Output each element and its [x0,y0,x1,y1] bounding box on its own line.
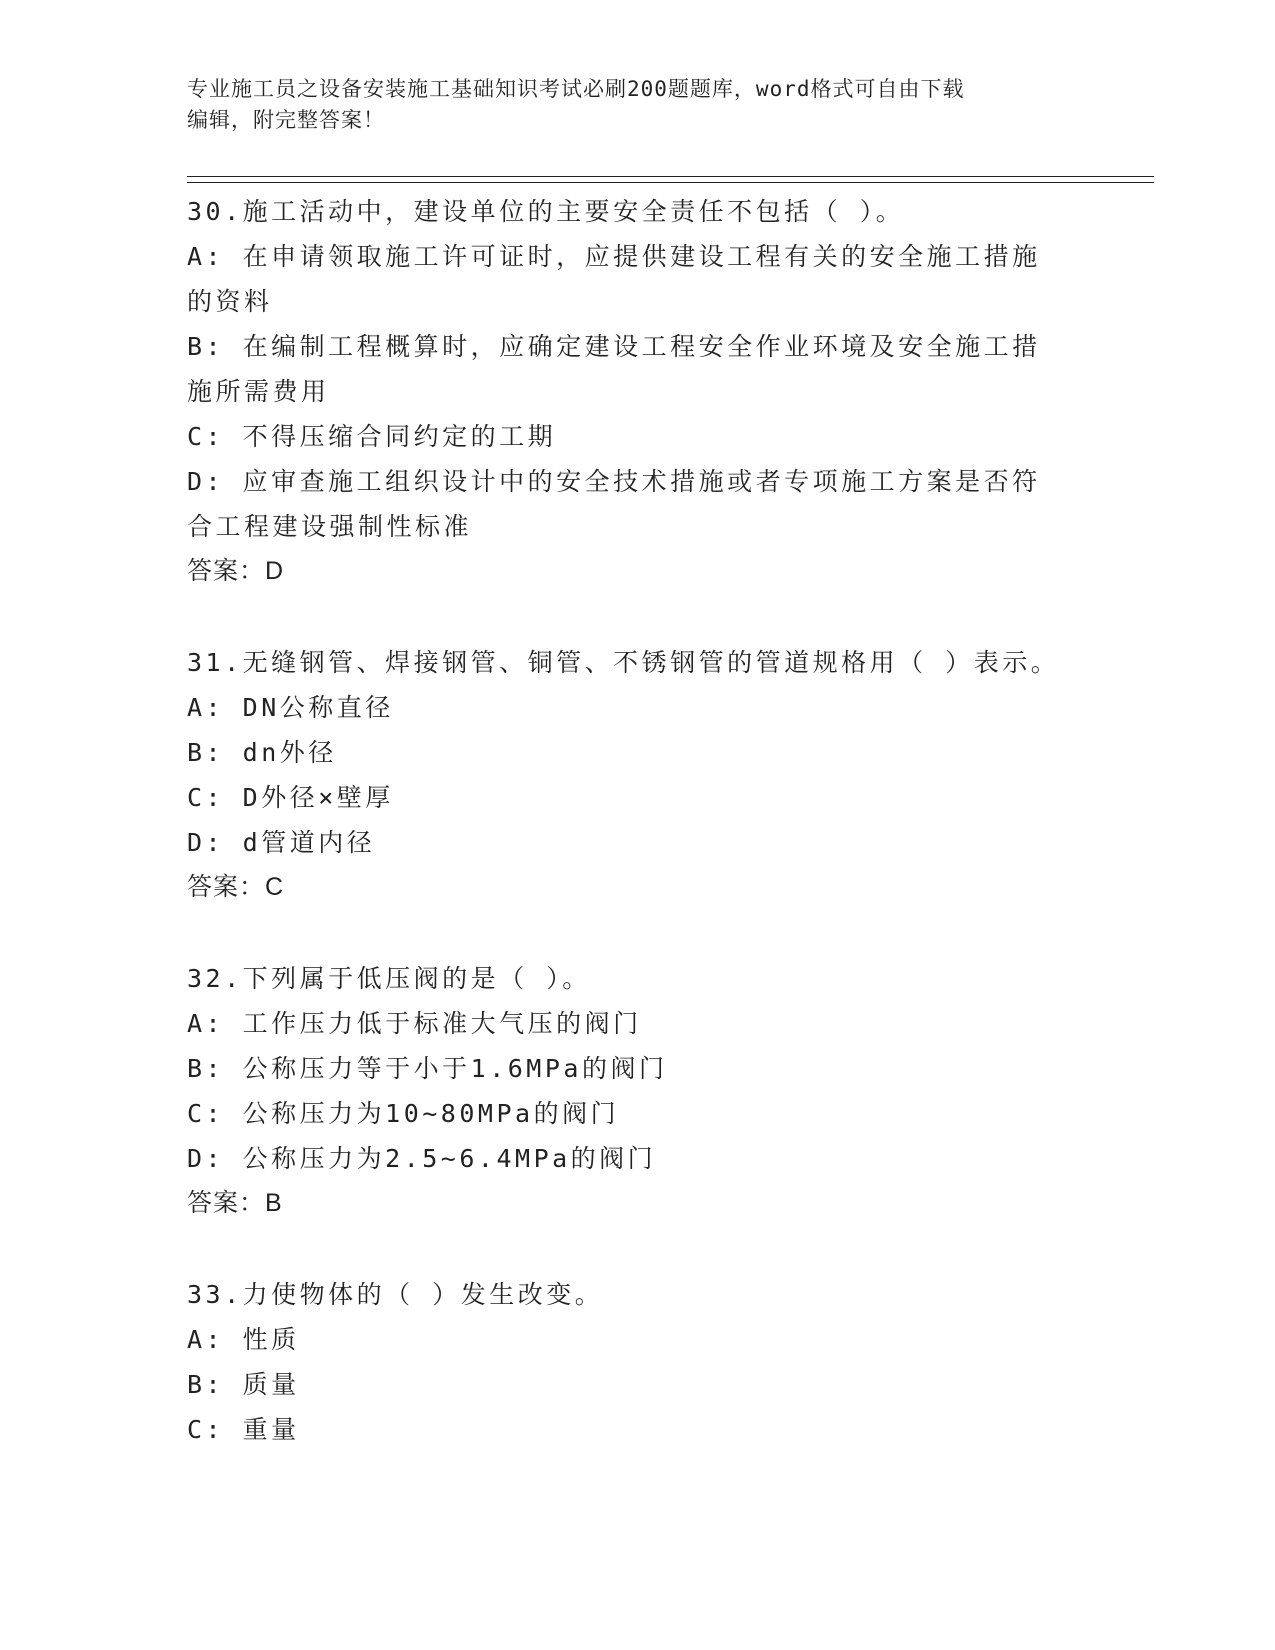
option-c: C: 重量 [187,1415,300,1444]
option-d: D: 应审查施工组织设计中的安全技术措施或者专项施工方案是否符合工程建设强制性标准 [187,467,1041,541]
question-stem: 30.施工活动中，建设单位的主要安全责任不包括（ ）。 [187,197,905,226]
question-30 [187,189,1087,594]
question-list [187,189,1087,1498]
question-33 [187,1272,1087,1452]
option-a: A: DN公称直径 [187,693,394,722]
question-stem: 31.无缝钢管、焊接钢管、铜管、不锈钢管的管道规格用（ ）表示。 [187,648,1060,677]
option-a: A: 在申请领取施工许可证时，应提供建设工程有关的安全施工措施的资料 [187,242,1041,316]
option-c: C: D外径×壁厚 [187,783,394,812]
option-b: B: 质量 [187,1370,300,1399]
option-a: A: 性质 [187,1325,300,1354]
option-a: A: 工作压力低于标准大气压的阀门 [187,1009,642,1038]
option-b: B: dn外径 [187,738,337,767]
option-d: D: d管道内径 [187,828,376,857]
question-stem: 33.力使物体的（ ）发生改变。 [187,1280,604,1309]
answer-line: 答案：D [187,557,285,585]
answer-line: 答案：B [187,1189,283,1217]
question-stem: 32.下列属于低压阀的是（ ）。 [187,964,591,993]
option-c: C: 公称压力为10~80MPa的阀门 [187,1099,620,1128]
document-header [187,74,1077,136]
option-b: B: 公称压力等于小于1.6MPa的阀门 [187,1054,668,1083]
header-rule-bottom [187,182,1154,183]
header-line-1: 专业施工员之设备安装施工基础知识考试必刷200题题库，word格式可自由下载 [187,77,965,101]
question-32 [187,956,1087,1226]
option-d: D: 公称压力为2.5~6.4MPa的阀门 [187,1144,657,1173]
header-line-2: 编辑，附完整答案！ [187,108,385,132]
answer-line: 答案：C [187,873,285,901]
question-31 [187,640,1087,910]
option-b: B: 在编制工程概算时，应确定建设工程安全作业环境及安全施工措施所需费用 [187,332,1041,406]
header-rule-top [187,176,1154,177]
option-c: C: 不得压缩合同约定的工期 [187,422,557,451]
